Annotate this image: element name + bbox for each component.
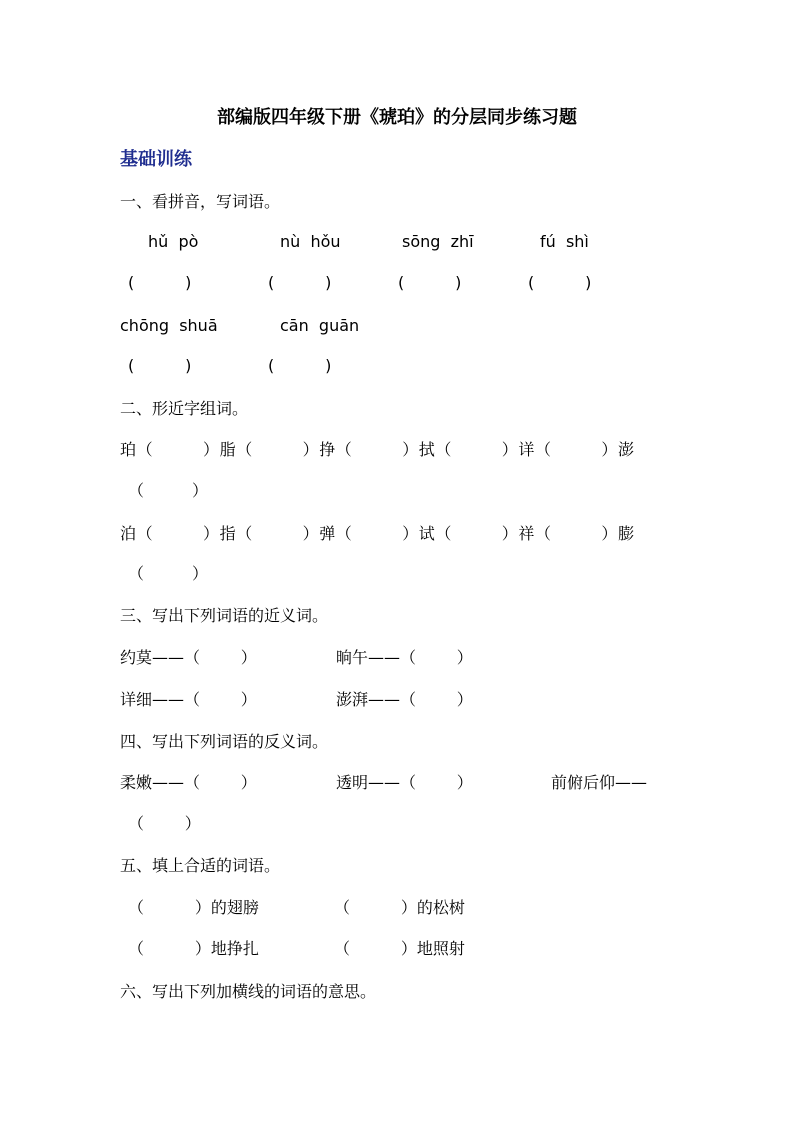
pinyin-songzhi: sōng zhī xyxy=(402,232,474,251)
q1-heading: 一、看拼音，写词语。 xyxy=(120,192,281,211)
q2-row1: 珀（ ）脂（ ）挣（ ）拭（ ）详（ ）澎 xyxy=(120,440,635,459)
q2-row1-cont[interactable]: （ ） xyxy=(128,481,209,500)
pinyin-hupo: hǔ pò xyxy=(148,232,199,251)
q3-heading: 三、写出下列词语的近义词。 xyxy=(120,606,329,625)
fill-item[interactable]: （ ）的翅膀 xyxy=(128,898,259,917)
q2-row2: 泊（ ）指（ ）弹（ ）试（ ）祥（ ）膨 xyxy=(120,524,635,543)
synonym-item[interactable]: 约莫——（ ） xyxy=(120,648,257,667)
answer-blank[interactable]: ( ) xyxy=(128,356,192,375)
answer-blank[interactable]: ( ) xyxy=(268,356,332,375)
synonym-item[interactable]: 晌午——（ ） xyxy=(336,648,473,667)
synonym-item[interactable]: 澎湃——（ ） xyxy=(336,690,473,709)
answer-blank[interactable]: ( ) xyxy=(528,273,592,292)
answer-blank[interactable]: ( ) xyxy=(398,273,462,292)
fill-item[interactable]: （ ）地挣扎 xyxy=(128,939,259,958)
q6-heading: 六、写出下列加横线的词语的意思。 xyxy=(120,982,377,1001)
pinyin-fushi: fú shì xyxy=(540,232,589,251)
q4-heading: 四、写出下列词语的反义词。 xyxy=(120,732,329,751)
antonym-item: 前俯后仰—— xyxy=(551,773,648,792)
page-title: 部编版四年级下册《琥珀》的分层同步练习题 xyxy=(217,107,577,128)
antonym-blank-cont[interactable]: （ ） xyxy=(128,814,201,833)
answer-blank[interactable]: ( ) xyxy=(268,273,332,292)
pinyin-nuhou: nù hǒu xyxy=(280,232,341,251)
fill-item[interactable]: （ ）的松树 xyxy=(334,898,465,917)
q2-heading: 二、形近字组词。 xyxy=(120,399,249,418)
pinyin-canguan: cān guān xyxy=(280,316,360,335)
fill-item[interactable]: （ ）地照射 xyxy=(334,939,465,958)
pinyin-chongshua: chōng shuā xyxy=(120,316,218,335)
section-title: 基础训练 xyxy=(120,149,192,170)
answer-blank[interactable]: ( ) xyxy=(128,273,192,292)
q2-row2-cont[interactable]: （ ） xyxy=(128,564,209,583)
antonym-item[interactable]: 透明——（ ） xyxy=(336,773,473,792)
q5-heading: 五、填上合适的词语。 xyxy=(120,856,281,875)
antonym-item[interactable]: 柔嫩——（ ） xyxy=(120,773,257,792)
synonym-item[interactable]: 详细——（ ） xyxy=(120,690,257,709)
